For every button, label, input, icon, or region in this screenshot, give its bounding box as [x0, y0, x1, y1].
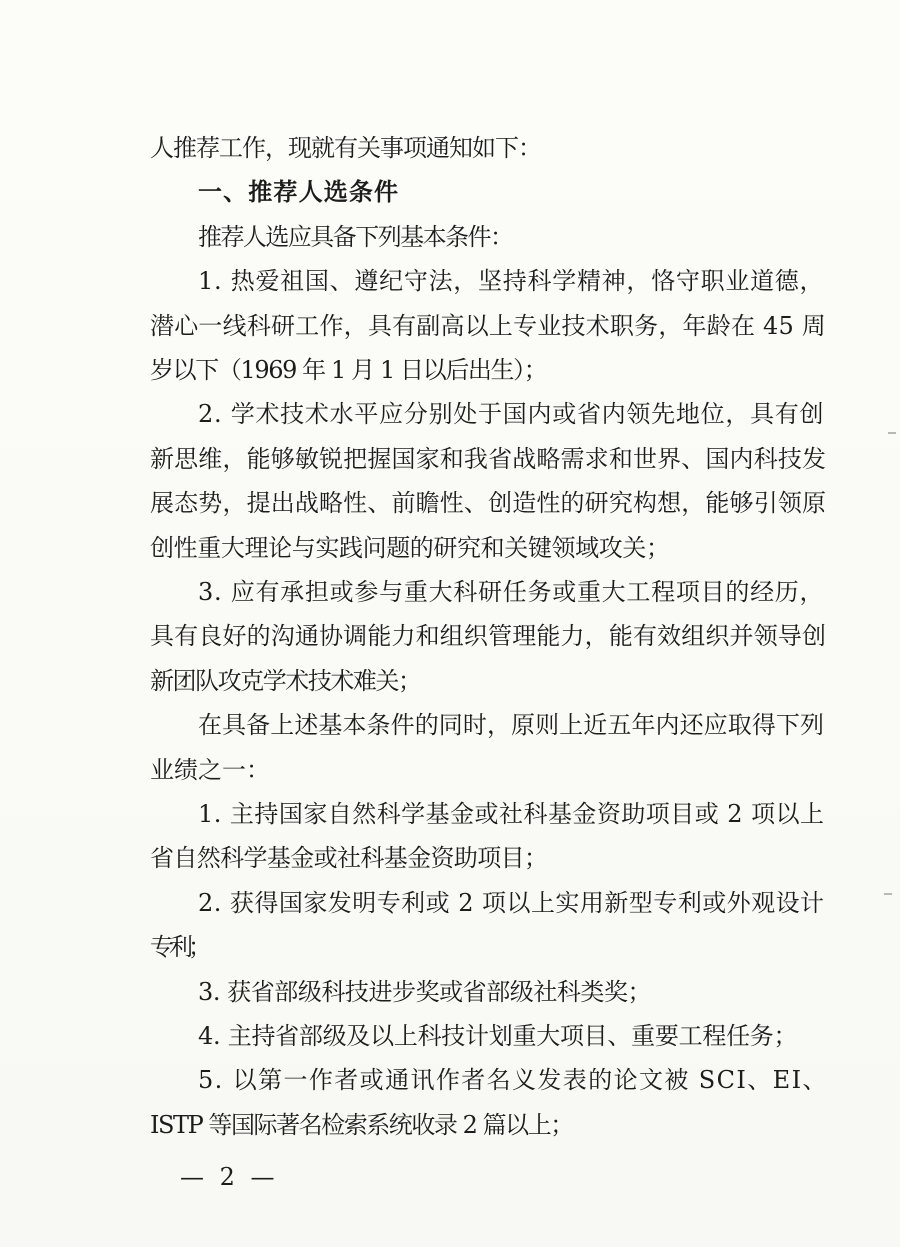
- text-line: 2. 获得国家发明专利或 2 项以上实用新型专利或外观设计: [198, 888, 825, 917]
- text-line: 1. 主持国家自然科学基金或社科基金资助项目或 2 项以上: [198, 800, 825, 828]
- text-line: 2. 学术技术水平应分别处于国内或省内领先地位，具有创: [198, 400, 825, 429]
- text-line: 5. 以第一作者或通讯作者名义发表的论文被 SCI、EI、: [198, 1066, 828, 1095]
- text-line: ISTP 等国际著名检索系统收录 2 篇以上；: [150, 1110, 573, 1139]
- text-line: 业绩之一：: [150, 755, 270, 784]
- text-line: 创性重大理论与实践问题的研究和关键领域攻关；: [150, 533, 670, 562]
- text-line: 专利；: [150, 933, 207, 962]
- text-line: 具有良好的沟通协调能力和组织管理能力，能有效组织并领导创: [150, 622, 827, 651]
- text-line: 1. 热爱祖国、遵纪守法，坚持科学精神，恪守职业道德，: [198, 267, 825, 296]
- scan-edge-mark: [884, 893, 892, 895]
- text-line: 省自然科学基金或社科基金资助项目；: [150, 844, 548, 873]
- text-line: 新思维，能够敏锐把握国家和我省战略需求和世界、国内科技发: [150, 444, 827, 473]
- text-line: 在具备上述基本条件的同时，原则上近五年内还应取得下列: [198, 711, 825, 740]
- text-line: 3. 应有承担或参与重大科研任务或重大工程项目的经历，: [198, 578, 825, 606]
- scan-edge-mark: [888, 432, 896, 434]
- text-line: 人推荐工作，现就有关事项通知如下：: [150, 134, 541, 162]
- text-line: 岁以下（1969 年 1 月 1 日以后出生）；: [150, 356, 547, 384]
- text-line: 3. 获省部级科技进步奖或省部级社科类奖；: [198, 977, 652, 1006]
- text-line: 展态势，提出战略性、前瞻性、创造性的研究构想，能够引领原: [150, 489, 827, 518]
- text-line: 新团队攻克学术技术难关；: [150, 666, 421, 695]
- page-number: — 2 —: [180, 1163, 279, 1192]
- text-line: 4. 主持省部级及以上科技计划重大项目、重要工程任务；: [198, 1022, 798, 1050]
- section-heading: 一、推荐人选条件: [198, 178, 400, 207]
- text-line: 潜心一线科研工作，具有副高以上专业技术职务，年龄在 45 周: [150, 311, 827, 340]
- text-line: 推荐人选应具备下列基本条件：: [198, 222, 513, 251]
